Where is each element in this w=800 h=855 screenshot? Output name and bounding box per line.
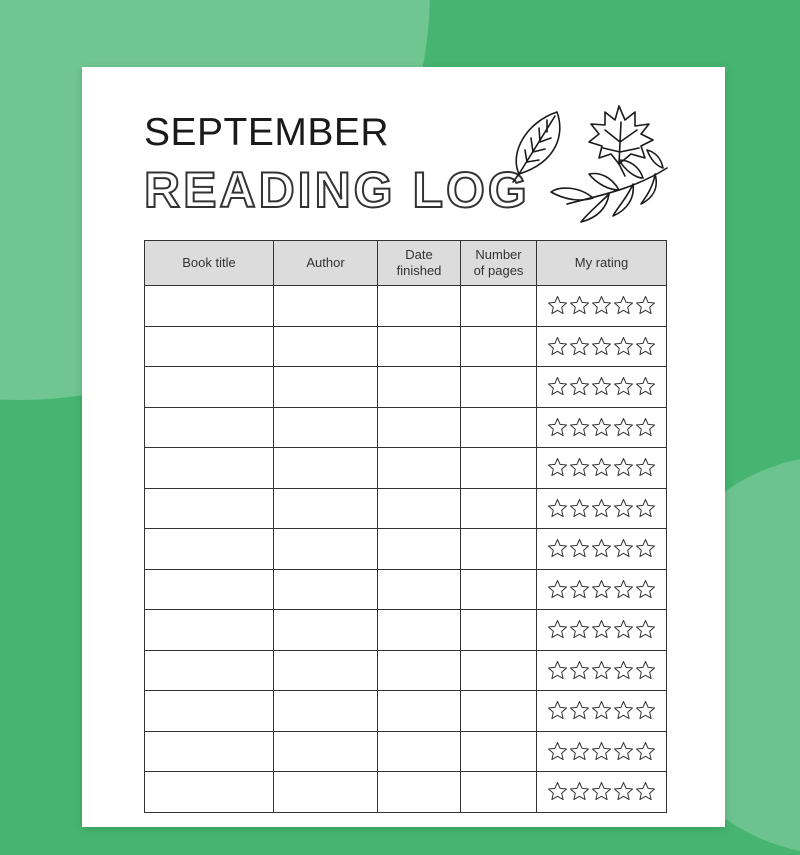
star-icon[interactable] [569, 700, 590, 721]
number-of-pages-cell[interactable] [461, 286, 537, 327]
maple-leaf-icon [589, 106, 653, 176]
star-icon[interactable] [569, 295, 590, 316]
star-icon[interactable] [547, 660, 568, 681]
number-of-pages-cell[interactable] [461, 448, 537, 489]
number-of-pages-cell[interactable] [461, 407, 537, 448]
star-icon[interactable] [569, 741, 590, 762]
star-icon[interactable] [613, 376, 634, 397]
book-title-cell[interactable] [145, 367, 274, 408]
star-icon[interactable] [547, 457, 568, 478]
star-icon[interactable] [613, 417, 634, 438]
column-header-number-of-pages [461, 241, 537, 286]
table-row [145, 569, 667, 610]
table-row [145, 326, 667, 367]
date-finished-cell[interactable] [378, 286, 461, 327]
book-title-cell[interactable] [145, 691, 274, 732]
column-label: Number of pages [473, 247, 524, 278]
star-icon[interactable] [547, 619, 568, 640]
star-icon[interactable] [613, 579, 634, 600]
author-cell[interactable] [274, 448, 378, 489]
star-icon[interactable] [569, 619, 590, 640]
number-of-pages-cell[interactable] [461, 772, 537, 813]
rating-cell [537, 488, 667, 529]
star-icon[interactable] [635, 457, 656, 478]
star-icon[interactable] [613, 498, 634, 519]
number-of-pages-cell[interactable] [461, 529, 537, 570]
star-icon[interactable] [591, 781, 612, 802]
number-of-pages-cell[interactable] [461, 691, 537, 732]
column-label: Date finished [396, 247, 442, 278]
table-row [145, 448, 667, 489]
column-header-my-rating [537, 241, 667, 286]
number-of-pages-cell[interactable] [461, 488, 537, 529]
column-label: My rating [574, 255, 629, 270]
month-title: SEPTEMBER [144, 111, 390, 154]
table-row [145, 488, 667, 529]
star-icon[interactable] [569, 660, 590, 681]
date-finished-cell[interactable] [378, 488, 461, 529]
star-icon[interactable] [547, 781, 568, 802]
star-icon[interactable] [547, 295, 568, 316]
author-cell[interactable] [274, 772, 378, 813]
star-icon[interactable] [635, 498, 656, 519]
star-icon[interactable] [635, 417, 656, 438]
fern-branch-icon [551, 150, 667, 222]
date-finished-cell[interactable] [378, 772, 461, 813]
date-finished-cell[interactable] [378, 367, 461, 408]
rating-cell [537, 691, 667, 732]
table-row [145, 407, 667, 448]
table-row [145, 731, 667, 772]
reading-log-page [82, 67, 725, 827]
author-cell[interactable] [274, 326, 378, 367]
star-icon[interactable] [569, 336, 590, 357]
date-finished-cell[interactable] [378, 691, 461, 732]
book-title-cell[interactable] [145, 448, 274, 489]
star-icon[interactable] [613, 295, 634, 316]
author-cell[interactable] [274, 529, 378, 570]
star-icon[interactable] [591, 660, 612, 681]
number-of-pages-cell[interactable] [461, 367, 537, 408]
star-icon[interactable] [591, 295, 612, 316]
star-icon[interactable] [635, 741, 656, 762]
star-icon[interactable] [569, 417, 590, 438]
star-icon[interactable] [591, 336, 612, 357]
author-cell[interactable] [274, 569, 378, 610]
star-icon[interactable] [613, 741, 634, 762]
author-cell[interactable] [274, 610, 378, 651]
table-row [145, 772, 667, 813]
star-icon[interactable] [569, 579, 590, 600]
star-icon[interactable] [635, 336, 656, 357]
date-finished-cell[interactable] [378, 731, 461, 772]
star-icon[interactable] [635, 781, 656, 802]
date-finished-cell[interactable] [378, 650, 461, 691]
reading-log-table [144, 240, 667, 813]
table-row [145, 650, 667, 691]
star-icon[interactable] [547, 498, 568, 519]
author-cell[interactable] [274, 650, 378, 691]
date-finished-cell[interactable] [378, 569, 461, 610]
rating-cell [537, 731, 667, 772]
column-header-date-finished [378, 241, 461, 286]
leaf-icon [513, 112, 560, 182]
rating-cell [537, 407, 667, 448]
star-icon[interactable] [591, 741, 612, 762]
rating-cell [537, 326, 667, 367]
star-icon[interactable] [613, 619, 634, 640]
star-icon[interactable] [613, 700, 634, 721]
rating-cell [537, 650, 667, 691]
table-row [145, 367, 667, 408]
star-icon[interactable] [547, 579, 568, 600]
book-title-cell[interactable] [145, 569, 274, 610]
star-icon[interactable] [547, 538, 568, 559]
rating-cell [537, 367, 667, 408]
star-icon[interactable] [613, 781, 634, 802]
book-title-cell[interactable] [145, 326, 274, 367]
rating-cell [537, 610, 667, 651]
star-icon[interactable] [591, 498, 612, 519]
star-icon[interactable] [591, 417, 612, 438]
star-icon[interactable] [547, 376, 568, 397]
star-icon[interactable] [547, 417, 568, 438]
book-title-cell[interactable] [145, 286, 274, 327]
star-icon[interactable] [569, 498, 590, 519]
number-of-pages-cell[interactable] [461, 731, 537, 772]
star-icon[interactable] [635, 700, 656, 721]
star-icon[interactable] [591, 700, 612, 721]
table-row [145, 610, 667, 651]
number-of-pages-cell[interactable] [461, 650, 537, 691]
date-finished-cell[interactable] [378, 610, 461, 651]
star-icon[interactable] [635, 376, 656, 397]
column-header-author [274, 241, 378, 286]
date-finished-cell[interactable] [378, 448, 461, 489]
table-row [145, 529, 667, 570]
star-icon[interactable] [635, 660, 656, 681]
book-title-cell[interactable] [145, 529, 274, 570]
star-icon[interactable] [591, 538, 612, 559]
number-of-pages-cell[interactable] [461, 326, 537, 367]
star-icon[interactable] [635, 295, 656, 316]
star-icon[interactable] [547, 700, 568, 721]
leaves-decoration [507, 92, 672, 227]
author-cell[interactable] [274, 286, 378, 327]
star-icon[interactable] [547, 741, 568, 762]
star-icon[interactable] [613, 457, 634, 478]
book-title-cell[interactable] [145, 610, 274, 651]
star-icon[interactable] [613, 336, 634, 357]
author-cell[interactable] [274, 488, 378, 529]
star-icon[interactable] [613, 538, 634, 559]
column-label: Book title [182, 255, 236, 270]
star-icon[interactable] [569, 538, 590, 559]
star-icon[interactable] [591, 619, 612, 640]
book-title-cell[interactable] [145, 650, 274, 691]
author-cell[interactable] [274, 367, 378, 408]
number-of-pages-cell[interactable] [461, 610, 537, 651]
author-cell[interactable] [274, 691, 378, 732]
author-cell[interactable] [274, 731, 378, 772]
page-title: READING LOG [144, 162, 530, 218]
rating-cell [537, 772, 667, 813]
star-icon[interactable] [569, 457, 590, 478]
date-finished-cell[interactable] [378, 326, 461, 367]
star-icon[interactable] [635, 579, 656, 600]
star-icon[interactable] [591, 579, 612, 600]
table-row [145, 691, 667, 732]
number-of-pages-cell[interactable] [461, 569, 537, 610]
column-header-book-title [145, 241, 274, 286]
table-row [145, 286, 667, 327]
date-finished-cell[interactable] [378, 407, 461, 448]
rating-cell [537, 448, 667, 489]
table-header-row [145, 241, 667, 286]
rating-cell [537, 569, 667, 610]
table-body [145, 286, 667, 813]
star-icon[interactable] [569, 781, 590, 802]
star-icon[interactable] [635, 619, 656, 640]
star-icon[interactable] [547, 336, 568, 357]
star-icon[interactable] [569, 376, 590, 397]
column-label: Author [306, 255, 345, 270]
star-icon[interactable] [613, 660, 634, 681]
book-title-cell[interactable] [145, 407, 274, 448]
star-icon[interactable] [635, 538, 656, 559]
book-title-cell[interactable] [145, 488, 274, 529]
rating-cell [537, 286, 667, 327]
book-title-cell[interactable] [145, 772, 274, 813]
author-cell[interactable] [274, 407, 378, 448]
book-title-cell[interactable] [145, 731, 274, 772]
star-icon[interactable] [591, 457, 612, 478]
star-icon[interactable] [591, 376, 612, 397]
date-finished-cell[interactable] [378, 529, 461, 570]
rating-cell [537, 529, 667, 570]
